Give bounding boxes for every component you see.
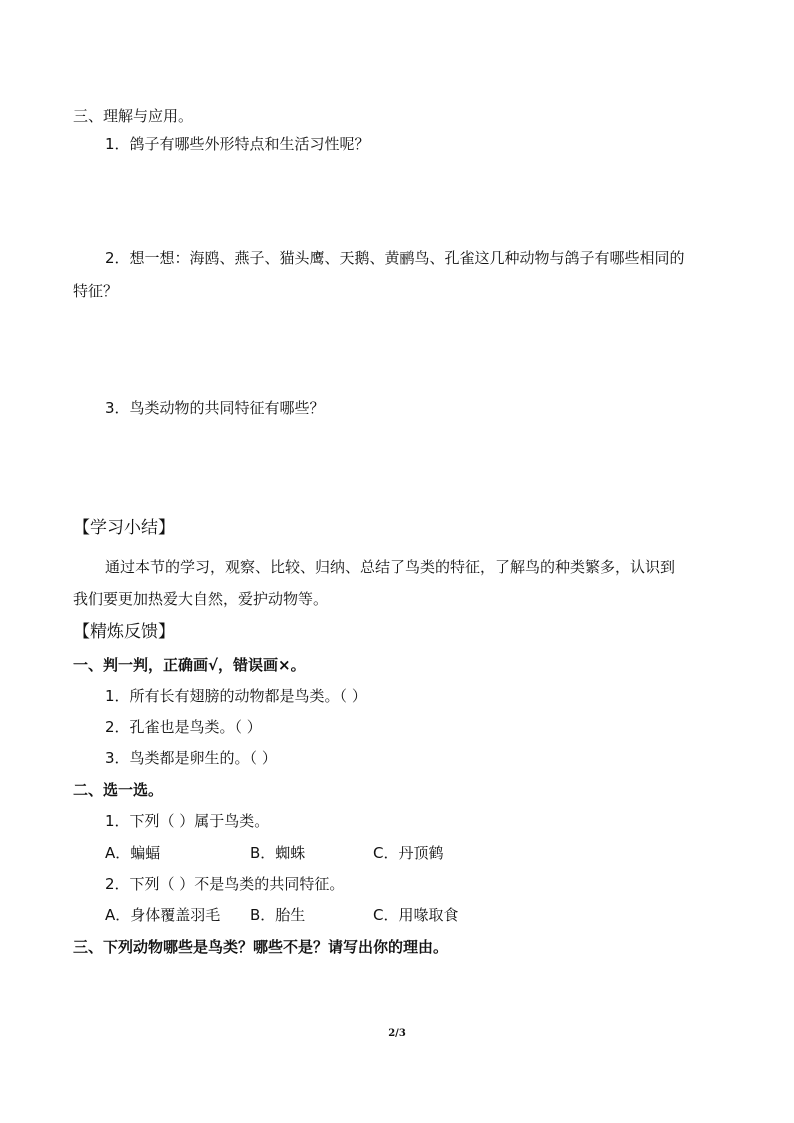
judge-heading: 一、判一判，正确画√，错误画×。 [73,656,306,674]
choice-q1-option-c: C．丹顶鹤 [373,844,444,862]
judge-item-1: 1．所有长有翅膀的动物都是鸟类。（ ） [105,687,367,705]
question-3: 3．鸟类动物的共同特征有哪些？ [105,399,325,417]
judge-item-2: 2．孔雀也是鸟类。（ ） [105,718,262,736]
choice-question-2: 2．下列（ ）不是鸟类的共同特征。 [105,875,345,893]
choice-question-1: 1．下列（ ）属于鸟类。 [105,812,270,830]
choice-q2-option-c: C．用喙取食 [373,906,459,924]
summary-line-2: 我们要更加热爱大自然，爱护动物等。 [73,590,329,608]
question-1: 1．鸽子有哪些外形特点和生活习性呢？ [105,135,370,153]
choice-q2-option-b: B．胎生 [250,906,306,924]
judge-item-3: 3．鸟类都是卵生的。（ ） [105,749,277,767]
choice-q1-option-b: B．蜘蛛 [250,844,306,862]
summary-line-1: 通过本节的学习，观察、比较、归纳、总结了鸟类的特征，了解鸟的种类繁多，认识到 [105,558,676,576]
summary-heading: 【学习小结】 [73,518,175,538]
page-number: 2/3 [388,1028,406,1039]
feedback-heading: 【精炼反馈】 [73,622,175,642]
classify-heading: 三、下列动物哪些是鸟类？哪些不是？请写出你的理由。 [73,938,449,956]
question-2-line-2: 特征？ [73,282,119,300]
section-3-heading: 三、理解与应用。 [73,107,194,125]
question-2-line-1: 2．想一想：海鸥、燕子、猫头鹰、天鹅、黄鹂鸟、孔雀这几种动物与鸽子有哪些相同的 [105,249,685,267]
choice-q2-option-a: A．身体覆盖羽毛 [105,906,221,924]
choice-q1-option-a: A．蝙蝠 [105,844,161,862]
choice-heading: 二、选一选。 [73,781,164,799]
